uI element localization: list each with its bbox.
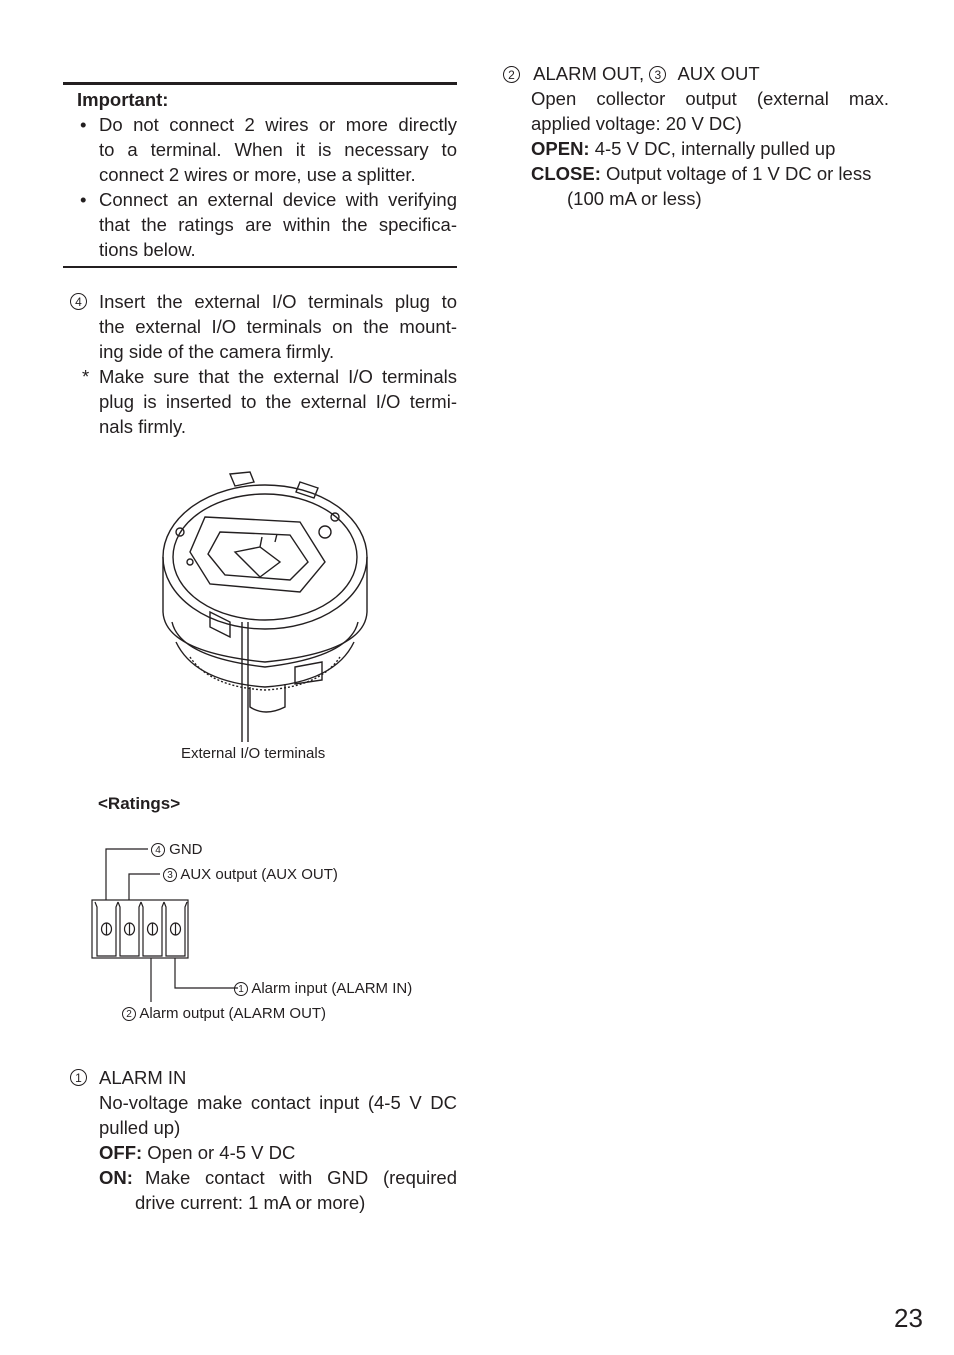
alarm-out-desc-1: Open collector output (external max. bbox=[531, 88, 889, 109]
note-line-3: nals firmly. bbox=[99, 416, 187, 437]
label-alarm-out-number: 2 bbox=[122, 1007, 136, 1021]
bullet-2-line-3: tions below. bbox=[99, 239, 196, 260]
bullet-dot: • bbox=[80, 189, 87, 210]
figure-caption: External I/O terminals bbox=[181, 745, 326, 762]
label-alarm-in bbox=[234, 979, 412, 999]
label-gnd-text: GND bbox=[169, 841, 203, 858]
open-text: 4-5 V DC, internally pulled up bbox=[594, 138, 836, 159]
alarm-out-close bbox=[531, 161, 871, 186]
bullet-1-line-3: connect 2 wires or more, use a splitter. bbox=[99, 164, 416, 185]
label-alarm-in-text: Alarm input (ALARM IN) bbox=[251, 980, 413, 997]
bullet-2-line-1: Connect an external device with verifying bbox=[99, 189, 457, 210]
label-aux-text: AUX output (AUX OUT) bbox=[180, 866, 338, 883]
step-4-line-1: Insert the external I/O terminals plug to bbox=[99, 291, 457, 312]
camera-base-illustration bbox=[150, 462, 380, 742]
aux-out-number: 3 bbox=[649, 66, 666, 83]
label-alarm-out bbox=[122, 1004, 326, 1024]
page-number: 23 bbox=[894, 1303, 923, 1333]
note-line-2: plug is inserted to the external I/O termi- bbox=[99, 391, 457, 412]
important-heading: Important: bbox=[77, 89, 169, 110]
off-text: Open or 4-5 V DC bbox=[147, 1142, 296, 1163]
on-label: ON: bbox=[99, 1167, 133, 1188]
ratings-heading: <Ratings> bbox=[98, 794, 181, 813]
on-line-1: Make contact with GND (required bbox=[145, 1167, 457, 1188]
off-label: OFF: bbox=[99, 1142, 143, 1163]
label-aux-out bbox=[163, 865, 338, 885]
step-4-number: 4 bbox=[70, 293, 87, 310]
open-label: OPEN: bbox=[531, 138, 590, 159]
step-4-line-2: the external I/O terminals on the mount- bbox=[99, 316, 457, 337]
on-line-2: drive current: 1 mA or more) bbox=[135, 1192, 366, 1213]
label-alarm-in-number: 1 bbox=[234, 982, 248, 996]
alarm-out-number: 2 bbox=[503, 66, 520, 83]
close-line-1: Output voltage of 1 V DC or less bbox=[606, 163, 872, 184]
label-gnd-number: 4 bbox=[151, 843, 165, 857]
alarm-out-heading bbox=[501, 61, 760, 86]
bullet-dot: • bbox=[80, 114, 87, 135]
important-bottom-rule bbox=[63, 266, 457, 268]
alarm-out-desc-2: applied voltage: 20 V DC) bbox=[531, 113, 742, 134]
terminal-slots bbox=[95, 902, 187, 956]
aux-out-title: AUX OUT bbox=[677, 63, 760, 84]
close-label: CLOSE: bbox=[531, 163, 601, 184]
alarm-out-open bbox=[531, 136, 835, 161]
label-gnd bbox=[151, 840, 203, 860]
important-top-rule bbox=[63, 82, 457, 85]
bullet-1-line-1: Do not connect 2 wires or more directly bbox=[99, 114, 457, 135]
alarm-out-title: ALARM OUT, bbox=[533, 63, 645, 84]
close-line-2: (100 mA or less) bbox=[567, 188, 702, 209]
bullet-1-line-2: to a terminal. When it is necessary to bbox=[99, 139, 457, 160]
alarm-in-off bbox=[99, 1140, 457, 1165]
bullet-2-line-2: that the ratings are within the specifica- bbox=[99, 214, 457, 235]
label-alarm-out-text: Alarm output (ALARM OUT) bbox=[139, 1005, 327, 1022]
label-aux-number: 3 bbox=[163, 868, 177, 882]
note-line-1: Make sure that the external I/O terminals bbox=[99, 366, 457, 387]
alarm-in-number: 1 bbox=[70, 1069, 87, 1086]
alarm-in-desc-2: pulled up) bbox=[99, 1117, 181, 1138]
alarm-in-title: ALARM IN bbox=[99, 1067, 187, 1088]
alarm-in-desc-1: No-voltage make contact input (4-5 V DC bbox=[99, 1092, 457, 1113]
step-4-line-3: ing side of the camera firmly. bbox=[99, 341, 335, 362]
note-asterisk: * bbox=[82, 366, 90, 387]
